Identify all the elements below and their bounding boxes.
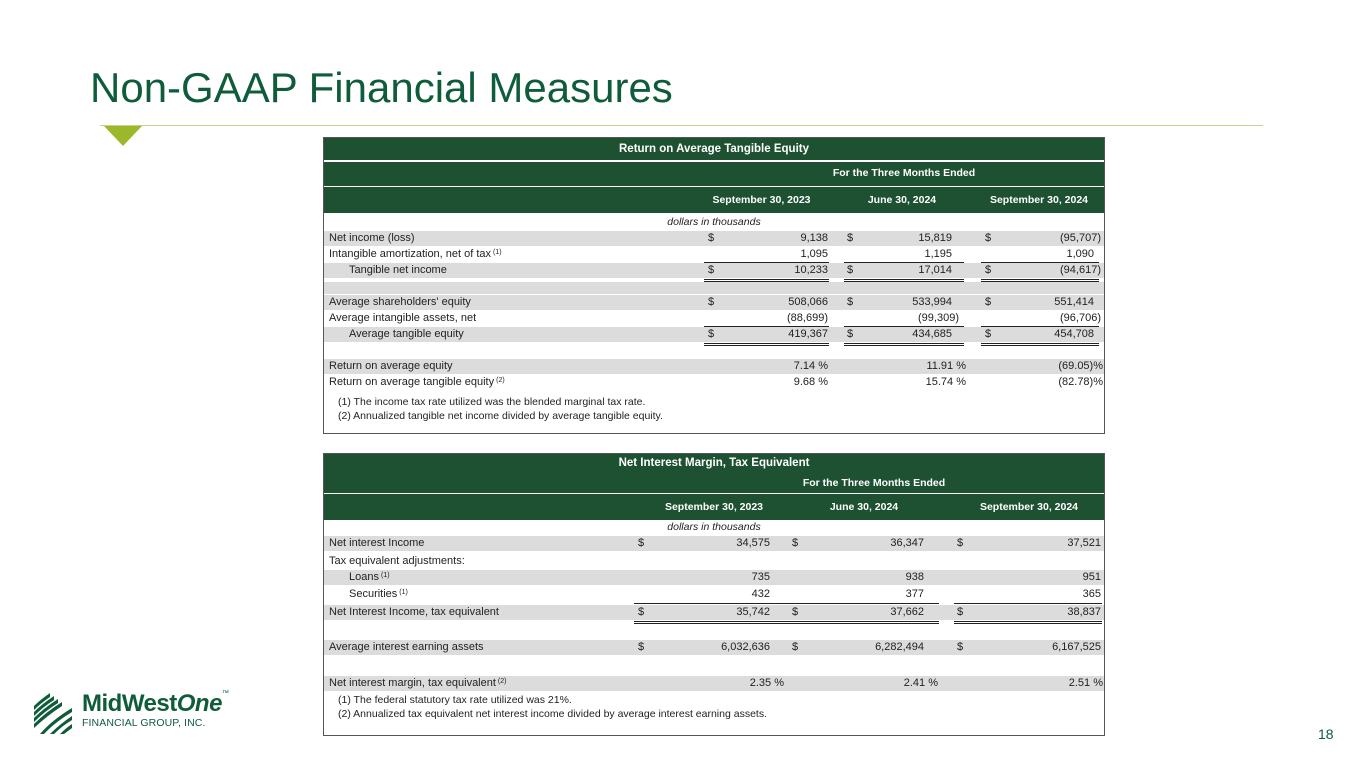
nim-col-1: September 30, 2023 <box>664 501 764 513</box>
footnote-ref: (1) <box>399 589 408 596</box>
value-sep-2024: (82.78)% <box>1058 376 1103 388</box>
row-label: Average tangible equity <box>349 328 464 340</box>
table-row <box>324 640 1104 655</box>
table-row <box>324 311 1104 326</box>
value-sep-2023: 10,233 <box>794 264 828 276</box>
value-sep-2023: 9.68 % <box>793 376 828 388</box>
nim-period-label: For the Three Months Ended <box>802 477 946 489</box>
spacer-row <box>324 282 1104 294</box>
row-label: Intangible amortization, net of tax $^{(1)}$ <box>329 248 502 260</box>
table-row <box>324 247 1104 262</box>
footnote-1: (1) The income tax rate utilized was the blended marginal tax rate. <box>338 396 646 408</box>
dollar-sign: $ <box>985 264 992 276</box>
value-jun-2024: 17,014 <box>918 264 952 276</box>
row-label: Return on average tangible equity $^{(2)}$ <box>329 376 505 388</box>
rote-col-2: June 30, 2024 <box>867 194 937 206</box>
dollar-sign: $ <box>638 537 645 549</box>
dollar-sign: $ <box>792 537 799 549</box>
dollar-sign: $ <box>638 641 645 653</box>
row-label: Average interest earning assets <box>329 641 484 653</box>
table-row <box>324 263 1104 278</box>
logo-wordmark: MidWestOne™ <box>82 690 229 717</box>
value-sep-2023: 35,742 <box>736 606 770 618</box>
value-sep-2024: (69.05)% <box>1058 360 1103 372</box>
rote-period-header <box>324 162 1104 186</box>
value-sep-2024: 365 <box>1082 588 1101 600</box>
value-sep-2023: 1,095 <box>800 248 828 260</box>
table-row <box>324 359 1104 374</box>
value-sep-2024: 2.51 % <box>1068 677 1103 689</box>
dollar-sign: $ <box>957 606 964 618</box>
value-sep-2024: (96,706) <box>1060 312 1101 324</box>
dollar-sign: $ <box>708 296 715 308</box>
value-sep-2024: (95,707) <box>1060 232 1101 244</box>
value-jun-2024: 1,195 <box>924 248 952 260</box>
footnote-2: (2) Annualized tangible net income divided by average tangible equity. <box>338 410 663 422</box>
nim-table <box>323 453 1105 736</box>
company-logo <box>32 690 232 736</box>
value-jun-2024: 36,347 <box>890 537 924 549</box>
dollar-sign: $ <box>957 537 964 549</box>
value-sep-2024: 38,837 <box>1067 606 1101 618</box>
nim-col-2: June 30, 2024 <box>829 501 899 513</box>
rote-period-label: For the Three Months Ended <box>832 167 976 179</box>
dollar-sign: $ <box>708 264 715 276</box>
value-sep-2024: (94,617) <box>1060 264 1101 276</box>
nim-units: dollars in thousands <box>667 521 761 533</box>
value-sep-2024: 951 <box>1082 571 1101 583</box>
dollar-sign: $ <box>985 328 992 340</box>
value-sep-2023: 34,575 <box>736 537 770 549</box>
value-jun-2024: (99,309) <box>918 312 959 324</box>
dollar-sign: $ <box>847 296 854 308</box>
rote-title: Return on Average Tangible Equity <box>324 138 1104 160</box>
rote-units: dollars in thousands <box>667 216 761 228</box>
value-sep-2023: (88,699) <box>787 312 828 324</box>
value-jun-2024: 11.91 % <box>926 360 966 372</box>
value-sep-2024: 1,090 <box>1066 248 1094 260</box>
value-sep-2023: 2.35 % <box>749 677 784 689</box>
value-sep-2023: 9,138 <box>800 232 828 244</box>
page-title: Non-GAAP Financial Measures <box>90 64 673 111</box>
dollar-sign: $ <box>638 606 645 618</box>
nim-col-3: September 30, 2024 <box>979 501 1079 513</box>
value-sep-2023: 7.14 % <box>793 360 828 372</box>
value-jun-2024: 15.74 % <box>925 376 966 388</box>
table-row <box>324 375 1104 390</box>
table-row <box>324 536 1104 551</box>
rote-table <box>323 137 1105 434</box>
rote-col-3: September 30, 2024 <box>989 194 1089 206</box>
rote-column-headers <box>324 187 1104 213</box>
value-sep-2023: 6,032,636 <box>721 641 770 653</box>
dollar-sign: $ <box>847 264 854 276</box>
row-label: Return on average equity <box>329 360 453 372</box>
logo-subtitle: FINANCIAL GROUP, INC. <box>82 717 206 729</box>
row-label: Tax equivalent adjustments: <box>329 555 465 567</box>
value-sep-2024: 454,708 <box>1054 328 1094 340</box>
rote-col-1: September 30, 2023 <box>712 194 811 206</box>
footnote-ref: (2) <box>497 678 507 685</box>
value-sep-2024: 6,167,525 <box>1052 641 1101 653</box>
footnote-ref: (1) <box>380 572 390 579</box>
footnote-ref: (1) <box>493 249 502 256</box>
value-jun-2024: 15,819 <box>918 232 952 244</box>
value-jun-2024: 37,662 <box>890 606 924 618</box>
divider-triangle-icon <box>104 126 142 146</box>
row-label: Net interest Income <box>329 537 425 549</box>
footnote-2: (2) Annualized tax equivalent net interest income divided by average interest earning assets. <box>338 708 768 720</box>
value-jun-2024: 6,282,494 <box>875 641 924 653</box>
value-jun-2024: 938 <box>905 571 924 583</box>
value-jun-2024: 434,685 <box>912 328 952 340</box>
row-label: Net Interest Income, tax equivalent <box>329 606 499 618</box>
table-row <box>324 327 1104 342</box>
logo-mark-icon <box>32 690 76 734</box>
dollar-sign: $ <box>708 328 715 340</box>
dollar-sign: $ <box>847 232 854 244</box>
title-divider <box>100 125 1263 126</box>
page-number: 18 <box>1318 726 1334 742</box>
row-label: Net income (loss) <box>329 232 415 244</box>
value-sep-2024: 37,521 <box>1067 537 1101 549</box>
row-label: Average intangible assets, net <box>329 312 477 324</box>
value-sep-2023: 432 <box>751 588 770 600</box>
table-row <box>324 587 1104 602</box>
row-label: Securities $^{(1)}$ <box>349 588 408 600</box>
dollar-sign: $ <box>985 232 992 244</box>
table-row <box>324 231 1104 246</box>
table-row <box>324 570 1104 585</box>
table-row <box>324 295 1104 310</box>
row-label: Average shareholders' equity <box>329 296 471 308</box>
nim-column-headers <box>324 494 1104 520</box>
table-row <box>324 676 1104 691</box>
dollar-sign: $ <box>792 641 799 653</box>
dollar-sign: $ <box>792 606 799 618</box>
dollar-sign: $ <box>847 328 854 340</box>
value-sep-2024: 551,414 <box>1054 296 1094 308</box>
dollar-sign: $ <box>957 641 964 653</box>
row-label: Loans $^{(1)}$ <box>349 571 390 583</box>
value-sep-2023: 735 <box>751 571 770 583</box>
row-label: Net interest margin, tax equivalent $^{(2)}$ <box>329 677 507 689</box>
value-sep-2023: 508,066 <box>788 296 828 308</box>
table-row <box>324 554 1104 569</box>
footnote-ref: (2) <box>496 377 505 384</box>
dollar-sign: $ <box>985 296 992 308</box>
nim-period-header <box>324 473 1104 493</box>
row-label: Tangible net income <box>349 264 447 276</box>
value-jun-2024: 2.41 % <box>903 677 938 689</box>
value-sep-2023: 419,367 <box>788 328 828 340</box>
table-row <box>324 605 1104 620</box>
value-jun-2024: 377 <box>905 588 924 600</box>
value-jun-2024: 533,994 <box>912 296 952 308</box>
nim-title: Net Interest Margin, Tax Equivalent <box>324 454 1104 473</box>
dollar-sign: $ <box>708 232 715 244</box>
footnote-1: (1) The federal statutory tax rate utilized was 21%. <box>338 694 572 706</box>
